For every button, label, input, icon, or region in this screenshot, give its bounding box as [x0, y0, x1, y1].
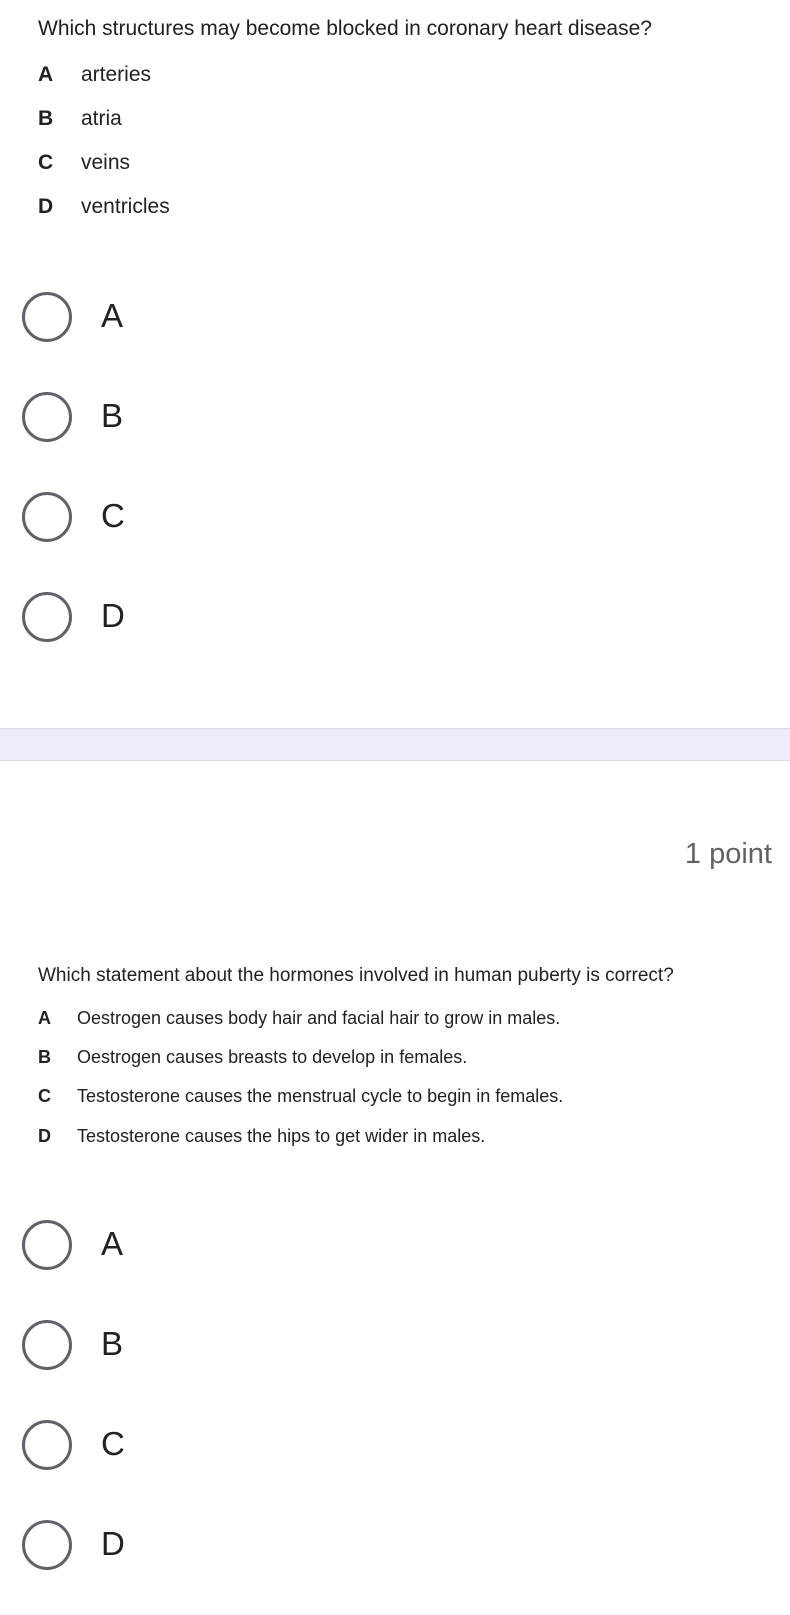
option-text: Oestrogen causes breasts to develop in females. [77, 1047, 468, 1067]
radio-label[interactable]: A [101, 1225, 124, 1262]
question2-option-b [38, 1045, 467, 1069]
option-letter: A [38, 1008, 51, 1028]
radio-label[interactable]: B [101, 1325, 124, 1362]
question1-option-d [38, 194, 170, 220]
question1-stem: Which structures may become blocked in coronary heart disease? [38, 17, 652, 40]
question2-option-d [38, 1124, 485, 1148]
question1-radio-a[interactable] [0, 276, 790, 356]
question1-option-a [38, 62, 151, 88]
radio-button-icon[interactable] [22, 1220, 72, 1270]
question2-radio-c[interactable] [0, 1404, 790, 1484]
question1-radio-b[interactable] [0, 376, 790, 456]
points-label: 1 point [684, 838, 772, 870]
question2-radio-d[interactable] [0, 1504, 790, 1584]
question-divider [0, 728, 790, 761]
question1-option-c [38, 150, 130, 176]
radio-label[interactable]: B [101, 397, 124, 434]
question2-option-c [38, 1084, 563, 1108]
question2-option-a [38, 1006, 560, 1030]
option-letter: C [38, 1086, 51, 1106]
option-text: Testosterone causes the hips to get wider in males. [77, 1126, 486, 1146]
option-letter: C [38, 151, 54, 174]
option-text: Oestrogen causes body hair and facial hair to grow in males. [77, 1008, 561, 1028]
option-text: atria [81, 107, 122, 130]
option-text: veins [81, 151, 131, 174]
question1-radio-d[interactable] [0, 576, 790, 656]
radio-button-icon[interactable] [22, 492, 72, 542]
radio-button-icon[interactable] [22, 1320, 72, 1370]
radio-button-icon[interactable] [22, 592, 72, 642]
radio-label[interactable]: D [101, 1525, 125, 1562]
question1-option-b [38, 106, 122, 132]
radio-label[interactable]: D [101, 597, 125, 634]
option-letter: B [38, 107, 54, 130]
radio-button-icon[interactable] [22, 292, 72, 342]
radio-button-icon[interactable] [22, 1520, 72, 1570]
option-text: Testosterone causes the menstrual cycle to begin in females. [77, 1086, 564, 1106]
radio-label[interactable]: C [101, 1425, 125, 1462]
question2-radio-b[interactable] [0, 1304, 790, 1384]
radio-button-icon[interactable] [22, 392, 72, 442]
option-letter: D [38, 195, 54, 218]
radio-button-icon[interactable] [22, 1420, 72, 1470]
radio-label[interactable]: A [101, 297, 124, 334]
option-text: ventricles [81, 195, 170, 218]
option-letter: D [38, 1126, 51, 1146]
option-text: arteries [81, 63, 152, 86]
question2-radio-a[interactable] [0, 1204, 790, 1284]
option-letter: A [38, 63, 54, 86]
question1-radio-c[interactable] [0, 476, 790, 556]
radio-label[interactable]: C [101, 497, 125, 534]
option-letter: B [38, 1047, 51, 1067]
question2-stem: Which statement about the hormones involved in human puberty is correct? [38, 965, 674, 986]
